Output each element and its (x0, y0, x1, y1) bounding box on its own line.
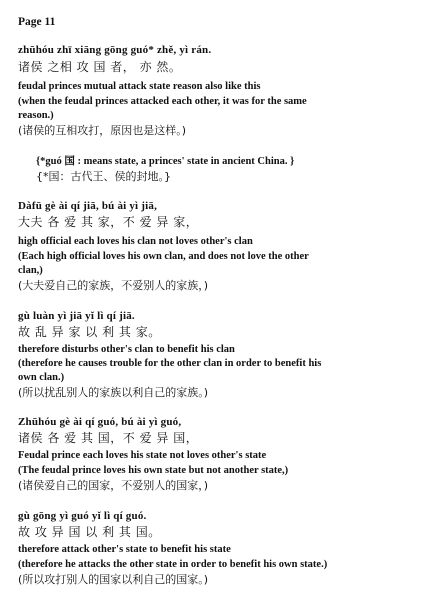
pinyin-line: zhūhóu zhī xiāng gōng guó* zhě, yì rán. (18, 44, 212, 56)
english-gloss-line: therefore attack other's state to benefit his state (18, 544, 231, 555)
chinese-line: 诸侯 之相 攻 国 者， 亦 然。 (18, 60, 182, 74)
english-translation-line: (therefore he attacks the other state in order to benefit his own state.) (18, 559, 328, 570)
chinese-translation-line: (所以攻打别人的国家以利自己的国家。) (18, 573, 209, 586)
chinese-line: 故 乱 异 家 以 利 其 家。 (18, 325, 161, 339)
pinyin-line: gù gōng yì guó yǐ lì qí guó. (18, 510, 147, 522)
english-gloss-line: therefore disturbs other's clan to benefit his clan (18, 344, 235, 355)
english-translation-line-2: reason.) (18, 110, 54, 121)
chinese-line: 大夫 各 爱 其 家，不 爱 异 家， (18, 215, 199, 229)
pinyin-line: gù luàn yì jiā yǐ lì qí jiā. (18, 310, 135, 322)
chinese-translation-line: (所以扰乱别人的家族以利自己的家族。) (18, 386, 209, 399)
chinese-translation-line: (诸侯爱自己的国家，不爱别人的国家，) (18, 479, 209, 492)
english-translation-line: (when the feudal princes attacked each other, it was for the same (18, 96, 307, 107)
english-translation-line-2: clan,) (18, 265, 43, 276)
english-translation-line: (Each high official loves his own clan, and does not love the other (18, 251, 309, 262)
chinese-line: 故 攻 异 国 以 利 其 国。 (18, 525, 161, 539)
english-translation-line: (therefore he causes trouble for the other clan in order to benefit his (18, 358, 322, 369)
page-label: Page 11 (18, 16, 56, 28)
chinese-translation-line: (大夫爱自己的家族，不爱别人的家族，) (18, 279, 209, 292)
footnote-english: {*guó 国 : means state, a princes' state in ancient China. } (36, 156, 295, 167)
pinyin-line: Zhūhóu gè ài qí guó, bú ài yì guó, (18, 416, 182, 428)
english-gloss-line: feudal princes mutual attack state reason also like this (18, 81, 261, 92)
footnote-chinese: {*国：古代王、侯的封地。} (36, 170, 171, 183)
pinyin-line: Dàfū gè ài qí jiā, bú ài yì jiā, (18, 200, 158, 212)
english-translation-line: (The feudal prince loves his own state but not another state,) (18, 465, 289, 476)
chinese-translation-line: (诸侯的互相攻打，原因也是这样。) (18, 124, 187, 137)
english-translation-line-2: own clan.) (18, 372, 65, 383)
chinese-line: 诸侯 各 爱 其 国，不 爱 异 国， (18, 431, 199, 445)
english-gloss-line: high official each loves his clan not loves other's clan (18, 236, 253, 247)
english-gloss-line: Feudal prince each loves his state not loves other's state (18, 450, 267, 461)
